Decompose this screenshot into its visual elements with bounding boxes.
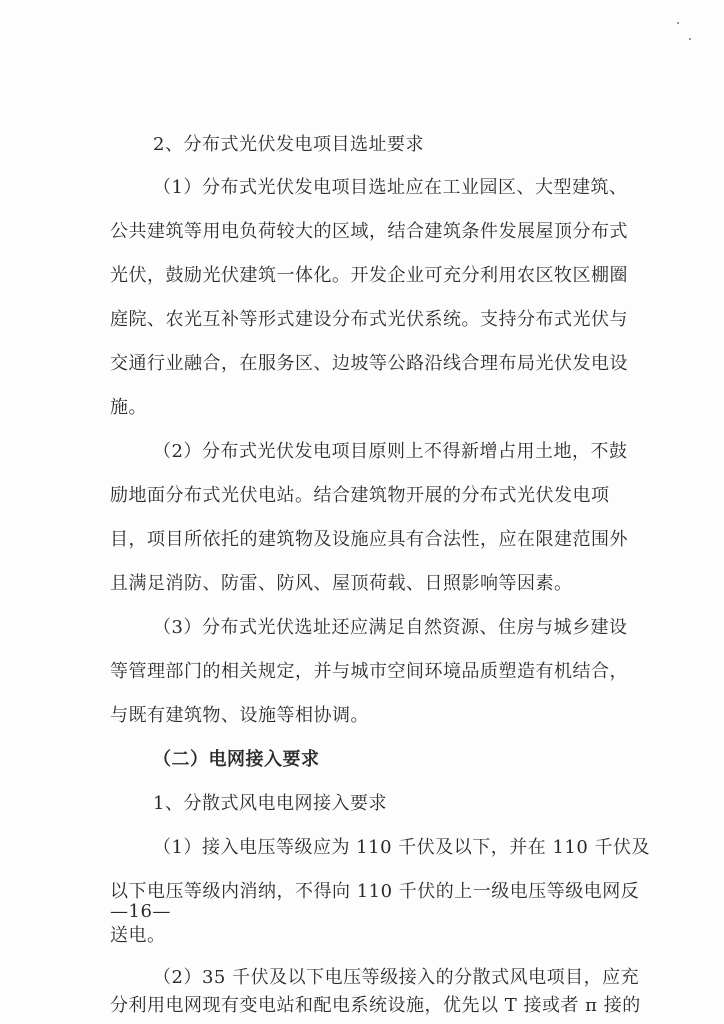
section-heading: （二）电网接入要求 [153,749,320,770]
paragraph-line: 公共建筑等用电负荷较大的区域，结合建筑条件发展屋顶分布式 [110,221,628,242]
subsection-heading: 1、分散式风电电网接入要求 [153,793,387,814]
paragraph-line: 庭院、农光互补等形式建设分布式光伏系统。支持分布式光伏与 [110,309,628,330]
paragraph-line: 励地面分布式光伏电站。结合建筑物开展的分布式光伏发电项 [110,485,610,506]
paragraph-line: （2）分布式光伏发电项目原则上不得新增占用土地，不鼓 [153,441,628,462]
paragraph-line: 目，项目所依托的建筑物及设施应具有合法性，应在限建范围外 [110,529,628,550]
paragraph-line: （2）35 千伏及以下电压等级接入的分散式风电项目，应充 [153,967,640,988]
paragraph-line: 分利用电网现有变电站和配电系统设施，优先以 T 接或者 π 接的 [110,995,641,1016]
paragraph-line: （3）分布式光伏选址还应满足自然资源、住房与城乡建设 [153,617,628,638]
paragraph-line: 与既有建筑物、设施等相协调。 [110,705,369,726]
paragraph-line: 交通行业融合，在服务区、边坡等公路沿线合理布局光伏发电设 [110,353,628,374]
paragraph-line: 光伏，鼓励光伏建筑一体化。开发企业可充分利用农区牧区棚圈 [110,265,628,286]
paragraph-line: 且满足消防、防雷、防风、屋顶荷载、日照影响等因素。 [110,573,573,594]
paragraph-line: 以下电压等级内消纳，不得向 110 千伏的上一级电压等级电网反 [110,881,640,902]
paragraph-line: （1）接入电压等级应为 110 千伏及以下，并在 110 千伏及 [153,837,651,858]
paragraph-line: 施。 [110,397,147,418]
subsection-heading: 2、分布式光伏发电项目选址要求 [153,134,424,155]
scan-speck [689,38,691,40]
paragraph-line: （1）分布式光伏发电项目选址应在工业园区、大型建筑、 [153,177,628,198]
page-number: —16— [110,901,171,922]
paragraph-line: 等管理部门的相关规定，并与城市空间环境品质塑造有机结合， [110,661,628,682]
scan-speck [677,22,679,24]
paragraph-line: 送电。 [110,925,166,946]
